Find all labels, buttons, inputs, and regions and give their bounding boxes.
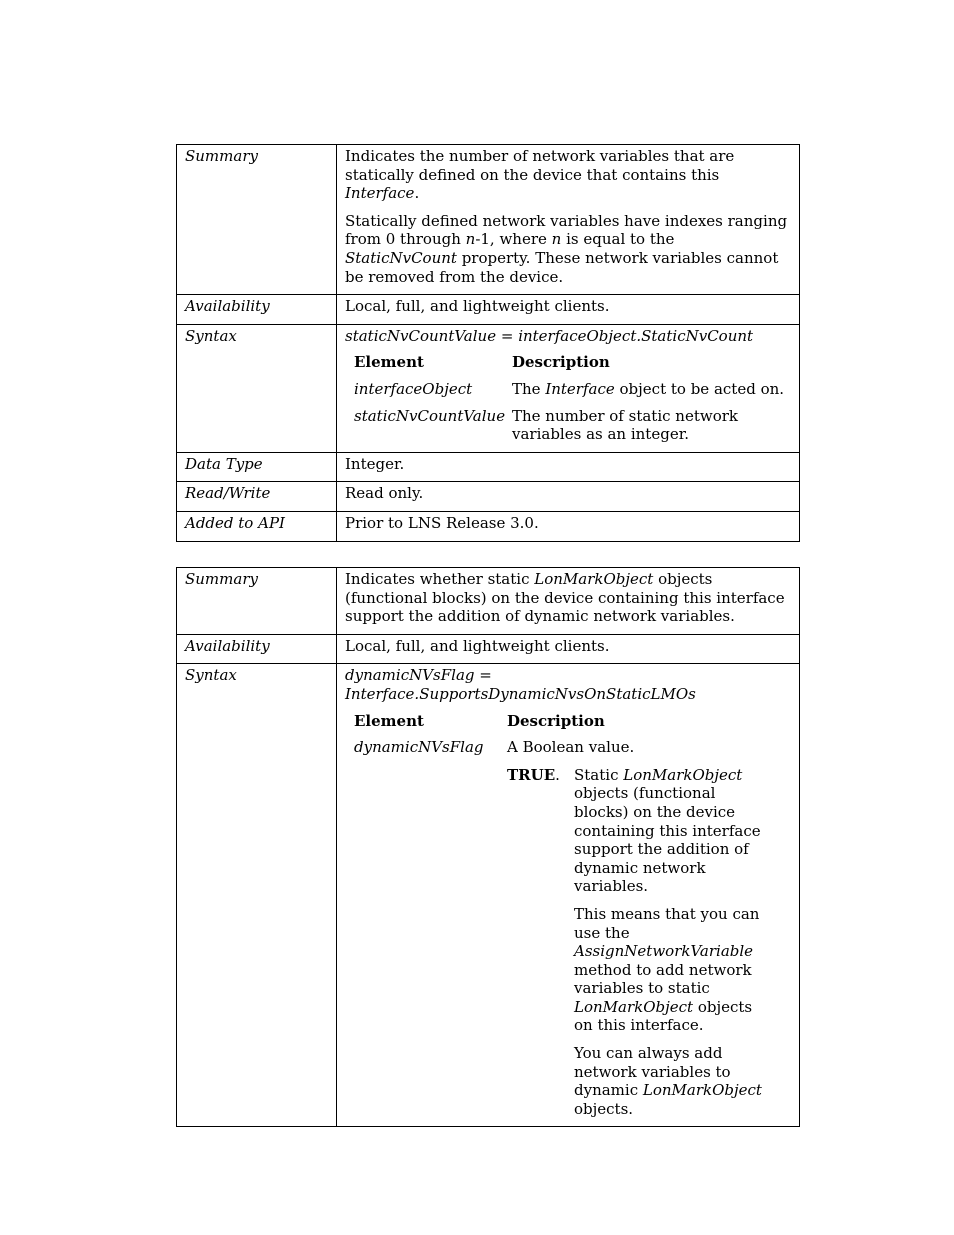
syntax-expression: staticNvCountValue = interfaceObject.StaticNvCount <box>345 326 754 345</box>
element-table <box>345 712 791 1119</box>
element-description: The number of static network variables as an integer. <box>512 406 738 444</box>
read-write-label: Read/Write <box>177 482 337 512</box>
added-to-api-row <box>177 511 800 541</box>
syntax-label: Syntax <box>177 664 337 1127</box>
syntax-row <box>177 324 800 452</box>
syntax-value-cell <box>337 324 800 452</box>
availability-row <box>177 634 800 664</box>
data-type-label: Data Type <box>177 452 337 482</box>
availability-row <box>177 295 800 325</box>
element-name: staticNvCountValue <box>354 406 506 425</box>
table-row <box>345 407 791 444</box>
summary-value: Indicates whether static LonMarkObject objects (functional blocks) on the device containing this interface support the addition of dynamic network variables. <box>337 568 800 635</box>
availability-label: Availability <box>177 634 337 664</box>
supports-dynamic-nvs-property-table <box>176 567 800 1127</box>
summary-label: Summary <box>177 568 337 635</box>
true-value-description <box>574 766 764 1119</box>
syntax-expression-line-1: dynamicNVsFlag = <box>345 666 492 685</box>
syntax-value-cell <box>337 664 800 1127</box>
element-table-header <box>345 712 791 739</box>
data-type-value: Integer. <box>337 452 800 482</box>
true-paragraph-3: You can always add network variables to dynamic LonMarkObject objects. <box>574 1044 762 1118</box>
summary-paragraph-2: Statically defined network variables have indexes ranging from 0 through n-1, where n is equal to the StaticNvCount property. These network variables cannot be removed from the device. <box>345 211 788 286</box>
description-header: Description <box>512 353 610 372</box>
data-type-row <box>177 452 800 482</box>
element-header: Element <box>354 711 424 730</box>
summary-row <box>177 568 800 635</box>
read-write-value: Read only. <box>337 482 800 512</box>
element-name: interfaceObject <box>354 379 473 398</box>
summary-paragraph-1: Indicates the number of network variables that are statically defined on the device that contains this Interface. <box>345 147 735 203</box>
read-write-row <box>177 482 800 512</box>
availability-value: Local, full, and lightweight clients. <box>337 295 800 325</box>
added-to-api-label: Added to API <box>177 511 337 541</box>
summary-label: Summary <box>177 145 337 295</box>
summary-row <box>177 145 800 295</box>
summary-value <box>337 145 800 295</box>
added-to-api-value: Prior to LNS Release 3.0. <box>337 511 800 541</box>
element-table-header <box>345 353 791 380</box>
table-row <box>345 380 791 407</box>
true-paragraph-1: Static LonMarkObject objects (functional blocks) on the device containing this interface support the addition of dynamic network variables. <box>574 765 761 896</box>
element-name: dynamicNVsFlag <box>354 738 484 757</box>
syntax-row <box>177 664 800 1127</box>
element-description <box>507 738 791 1118</box>
table-row <box>345 738 791 1118</box>
true-paragraph-2: This means that you can use the AssignNetworkVariable method to add network variables to static LonMarkObject objects on this interface. <box>574 904 760 1035</box>
description-header: Description <box>507 711 605 730</box>
element-header: Element <box>354 353 424 372</box>
syntax-expression-line-2: Interface.SupportsDynamicNvsOnStaticLMOs <box>345 684 696 703</box>
true-value-entry <box>507 766 791 1119</box>
availability-label: Availability <box>177 295 337 325</box>
availability-value: Local, full, and lightweight clients. <box>337 634 800 664</box>
static-nv-count-property-table <box>176 144 800 542</box>
boolean-value-text: A Boolean value. <box>507 738 635 757</box>
element-table <box>345 353 791 443</box>
syntax-label: Syntax <box>177 324 337 452</box>
true-value-label: TRUE. <box>507 765 560 784</box>
element-description: The Interface object to be acted on. <box>512 379 785 398</box>
